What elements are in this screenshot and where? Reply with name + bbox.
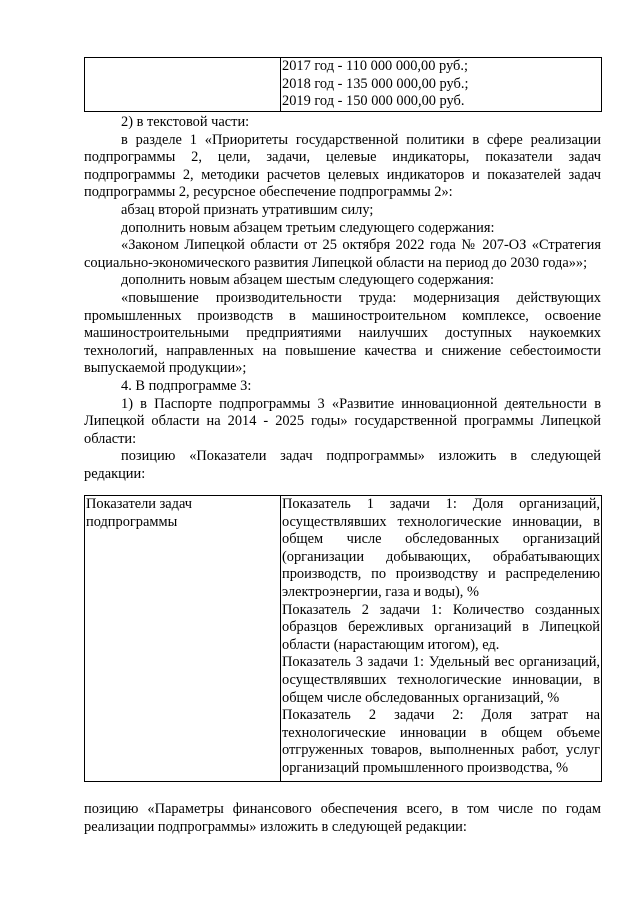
table-cell-indicators (281, 496, 602, 782)
paragraph: 2) в текстовой части: (121, 114, 250, 130)
table-cell-years (281, 58, 602, 112)
indicator-item: Показатель 2 задачи 2: Доля затрат на технологические инновации в общем объеме отгруженных товаров, выполненных работ, услуг организаций промышленного производства, % (282, 707, 600, 776)
year-line: 2019 год - 150 000 000,00 руб. (282, 93, 465, 110)
indicator-item: Показатель 3 задачи 1: Удельный вес организаций, осуществлявших технологические инновации, в общем числе обследованных организаций, % (282, 654, 600, 706)
paragraph: позицию «Показатели задач подпрограммы» изложить в следующей редакции: (84, 448, 601, 482)
paragraph: 4. В подпрограмме 3: (121, 377, 252, 394)
paragraph: позицию «Параметры финансового обеспечения всего, в том числе по годам реализации подпрограммы» изложить в следующей редакции: (84, 801, 601, 835)
indicators-table (84, 495, 602, 782)
financing-table-fragment (84, 57, 602, 112)
body-text (84, 114, 601, 483)
year-line: 2018 год - 135 000 000,00 руб.; (282, 75, 469, 92)
label-line: подпрограммы (86, 513, 178, 530)
year-line: 2017 год - 110 000 000,00 руб.; (282, 58, 468, 74)
table-row (85, 496, 602, 782)
body-text-bottom (84, 801, 601, 836)
paragraph: в разделе 1 «Приоритеты государственной политики в сфере реализации подпрограммы 2, цели, задачи, целевые индикаторы, показатели задач подпрограммы 2, методики расчетов целевых индикаторов и показателей задач подпрограммы 2, ресурсное обеспечение подпрограммы 2»: (84, 131, 601, 201)
paragraph: 1) в Паспорте подпрограммы 3 «Развитие инновационной деятельности в Липецкой области на 2014 - 2025 годы» государственной программы Липецкой области: (84, 395, 601, 447)
indicator-item: Показатель 2 задачи 1: Количество созданных образцов бережливых организаций в Липецкой области (нарастающим итогом), ед. (282, 601, 600, 653)
table-cell-empty (85, 58, 281, 112)
paragraph: дополнить новым абзацем третьим следующего содержания: (121, 219, 495, 236)
paragraph: «Законом Липецкой области от 25 октября 2022 года № 207-ОЗ «Стратегия социально-экономического развития Липецкой области на период до 2030 года»»; (84, 237, 601, 271)
table-cell-label (85, 496, 281, 782)
paragraph: «повышение производительности труда: модернизация действующих промышленных производств в машиностроительном комплексе, освоение машиностроительными предприятиями наилучших доступных наукоемких технологий, направленных на повышение качества и снижение себестоимости выпускаемой продукции»; (84, 289, 601, 377)
indicator-item: Показатель 1 задачи 1: Доля организаций, осуществлявших технологические инновации, в общем числе обследованных организаций (организации добывающих, обрабатывающих производств, по производству и распределению электроэнергии, газа и воды), % (282, 496, 600, 600)
table-row (85, 58, 602, 112)
paragraph: дополнить новым абзацем шестым следующего содержания: (121, 272, 495, 289)
label-line: Показатели задач (86, 496, 193, 512)
paragraph: абзац второй признать утратившим силу; (121, 201, 374, 218)
